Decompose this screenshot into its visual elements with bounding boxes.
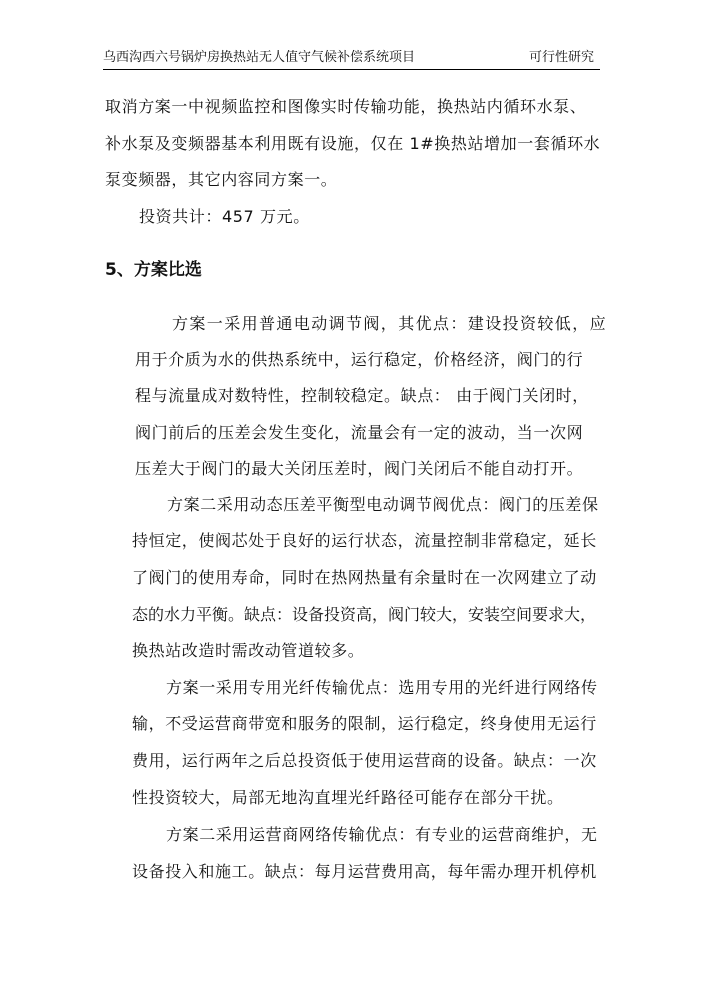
- body-line: 了阀门的使用寿命，同时在热网热量有余量时在一次网建立了动: [132, 568, 597, 587]
- body-line: 阀门前后的压差会发生变化，流量会有一定的波动，当一次网: [135, 423, 584, 442]
- body-line: 换热站改造时需改动管道较多。: [132, 641, 365, 660]
- body-line: 补水泵及变频器基本利用既有设施，仅在 1#换热站增加一套循环水: [105, 134, 601, 153]
- body-line: 程与流量成对数特性，控制较稳定。缺点： 由于阀门关闭时，: [135, 386, 589, 405]
- header-section: 可行性研究: [528, 50, 594, 65]
- body-line: 持恒定，使阀芯处于良好的运行状态，流量控制非常稳定，延长: [132, 531, 597, 550]
- section-heading: 5、方案比选: [105, 260, 202, 280]
- body-line: 态的水力平衡。缺点：设备投资高，阀门较大，安装空间要求大，: [132, 605, 597, 624]
- body-line: 压差大于阀门的最大关闭压差时，阀门关闭后不能自动打开。: [135, 459, 584, 478]
- body-line: 用于介质为水的供热系统中，运行稳定，价格经济，阀门的行: [135, 350, 584, 369]
- body-line: 泵变频器，其它内容同方案一。: [105, 170, 338, 189]
- header-title: 乌西沟西六号锅炉房换热站无人值守气候补偿系统项目: [103, 50, 416, 65]
- body-line: 方案二采用运营商网络传输优点：有专业的运营商维护，无: [166, 825, 598, 844]
- body-line: 取消方案一中视频监控和图像实时传输功能，换热站内循环水泵、: [105, 97, 587, 116]
- body-line: 投资共计：457 万元。: [139, 207, 310, 226]
- body-line: 费用，运行两年之后总投资低于使用运营商的设备。缺点：一次: [132, 751, 597, 770]
- body-line: 设备投入和施工。缺点：每月运营费用高，每年需办理开机停机: [132, 862, 597, 881]
- body-line: 性投资较大，局部无地沟直埋光纤路径可能存在部分干扰。: [132, 788, 564, 807]
- body-line: 输，不受运营商带宽和服务的限制，运行稳定，终身使用无运行: [132, 714, 597, 733]
- body-line: 方案一采用普通电动调节阀，其优点：建设投资较低，应: [172, 314, 608, 333]
- body-line: 方案一采用专用光纤传输优点：选用专用的光纤进行网络传: [166, 678, 598, 697]
- body-line: 方案二采用动态压差平衡型电动调节阀优点：阀门的压差保: [167, 495, 599, 514]
- page-header: [103, 48, 600, 68]
- header-divider: [103, 69, 600, 70]
